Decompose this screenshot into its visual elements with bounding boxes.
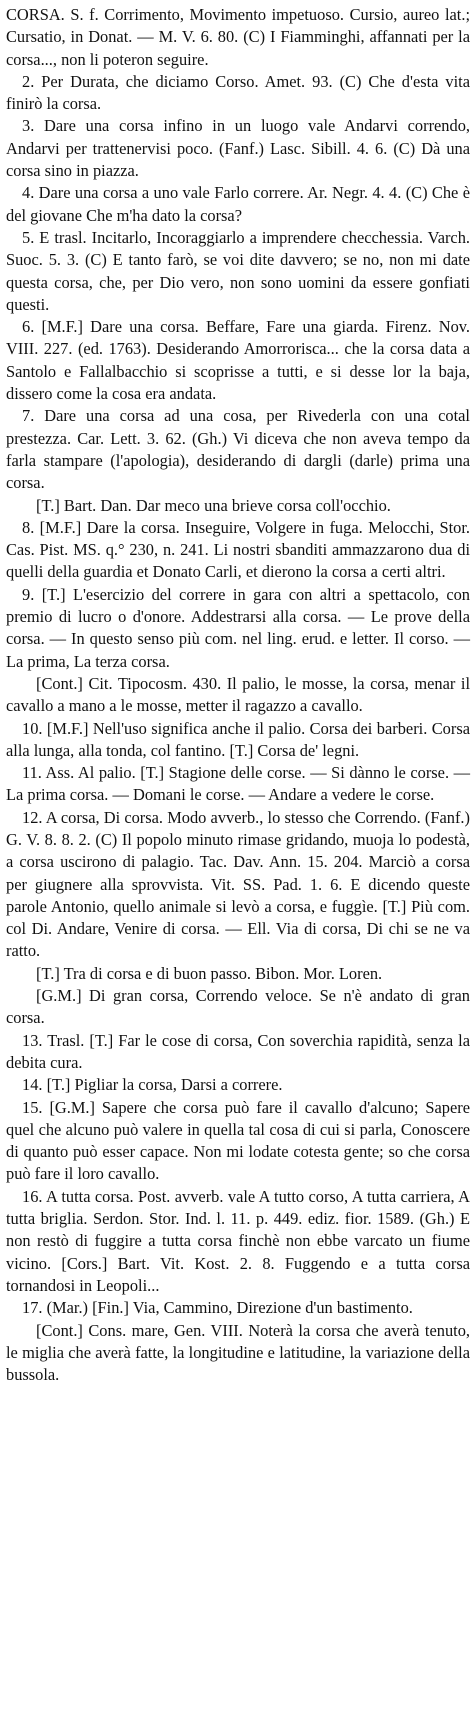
entry-sense-17-note: [Cont.] Cons. mare, Gen. VIII. Noterà la corsa che averà tenuto, le miglia che averà fatte, la longitudine e latitudine, la variazione della bussola.	[6, 1320, 470, 1385]
entry-sense-9-note: [Cont.] Cit. Tipocosm. 430. Il palio, le mosse, la corsa, menar il cavallo a mano a le mosse, metter il ragazzo a cavallo.	[6, 673, 470, 716]
entry-sense-17: 17. (Mar.) [Fin.] Via, Cammino, Direzione d'un bastimento.	[22, 1298, 413, 1318]
entry-sense-15: 15. [G.M.] Sapere che corsa può fare il cavallo d'alcuno; Sapere quel che alcuno può valere in quella tal cosa di cui si parla, Conoscere di quanto può esser capace. Non mi lodate cotesta gente; so che corsa può fare il loro cavallo.	[6, 1097, 470, 1184]
entry-sense-11: 11. Ass. Al palio. [T.] Stagione delle corse. — Si dànno le corse. — La prima corsa. — Domani le corse. — Andare a vedere le corse.	[6, 763, 470, 805]
entry-sense-4: 4. Dare una corsa a uno vale Farlo correre. Ar. Negr. 4. 4. (C) Che è del giovane Che m'ha dato la corsa?	[6, 183, 470, 225]
entry-sense-2: 2. Per Durata, che diciamo Corso. Amet. 93. (C) Che d'esta vita finirò la corsa.	[6, 71, 470, 114]
entry-sense-14: 14. [T.] Pigliar la corsa, Darsi a correre.	[22, 1075, 283, 1095]
entry-sense-12: 12. A corsa, Di corsa. Modo avverb., lo stesso che Correndo. (Fanf.) G. V. 8. 8. 2. (C) Il popolo minuto rimase gridando, muoja lo podestà, a corsa uscirono di palagio. Tac. Dav. Ann. 15. 204. Marciò a corsa per giugnere alla sprovvista. Vit. SS. Pad. 1. 6. E dicendo queste parole Antonio, quello animale si levò a corsa, e fuggìe. [T.] Più com. col Di. Andare, Venire di corsa. — Ell. Via di corsa, Di chi se ne va ratto.	[6, 807, 470, 961]
entry-sense-16: 16. A tutta corsa. Post. avverb. vale A tutto corso, A tutta carriera, A tutta briglia. Serdon. Stor. Ind. l. 11. p. 449. ediz. fior. 1589. (Gh.) E non restò di fuggire a tutta corsa finchè non ebbe varcato un fiume vicino. [Cors.] Bart. Vit. Kost. 2. 8. Fuggendo e a tutta corsa tornandosi in Leopoli...	[6, 1186, 470, 1295]
entry-headword-corsa: CORSA. S. f. Corrimento, Movimento impetuoso. Cursio, aureo lat.; Cursatio, in Donat. — M. V. 6. 80. (C) I Fiamminghi, affannati per la corsa..., non li poteron seguire.	[6, 5, 470, 69]
entry-sense-3: 3. Dare una corsa infino in un luogo vale Andarvi correndo, Andarvi per trattenervisi poco. (Fanf.) Lasc. Sibill. 4. 6. (C) Dà una corsa sino in piazza.	[6, 116, 470, 181]
entry-sense-7: 7. Dare una corsa ad una cosa, per Rivederla con una cotal prestezza. Car. Lett. 3. 62. (Gh.) Vi diceva che non aveva tempo da farla stampare (l'apologia), desiderando di dargli (darle) prima una corsa.	[6, 406, 470, 493]
entry-sense-13: 13. Trasl. [T.] Far le cose di corsa, Con soverchia rapidità, senza la debita cura.	[6, 1030, 470, 1072]
entry-sense-7-note: [T.] Bart. Dan. Dar meco una brieve corsa coll'occhio.	[36, 495, 391, 515]
entry-sense-5: 5. E trasl. Incitarlo, Incoraggiarlo a imprendere checchessia. Varch. Suoc. 5. 3. (C) E tanto farò, se voi dite davvero; se no, non mi date questa corsa, che, per Dio vero, non sono uomini da essere gonfiati questi.	[6, 227, 470, 314]
entry-sense-6: 6. [M.F.] Dare una corsa. Beffare, Fare una giarda. Firenz. Nov. VIII. 227. (ed. 1763). Desiderando Amorrorisca... che la corsa data a Santolo e Fallalbacchio si scoprisse a tutti, e si desse lor la baja, dissero come la cosa era andata.	[6, 317, 470, 404]
entry-sense-12-note-a: [T.] Tra di corsa e di buon passo. Bibon. Mor. Loren.	[36, 963, 383, 983]
entry-sense-9: 9. [T.] L'esercizio del correre in gara con altri a spettacolo, con premio di lucro o d'onore. Addestrarsi alla corsa. — Le prove della corsa. — In questo senso più com. nel ling. erud. e letter. Il corso. — La prima, La terza corsa.	[6, 584, 470, 671]
entry-sense-12-note-b: [G.M.] Di gran corsa, Correndo veloce. Se n'è andato di gran corsa.	[6, 986, 470, 1028]
entry-sense-10: 10. [M.F.] Nell'uso significa anche il palio. Corsa dei barberi. Corsa alla lunga, alla tonda, col fantino. [T.] Corsa de' legni.	[6, 718, 470, 760]
entry-sense-8: 8. [M.F.] Dare la corsa. Inseguire, Volgere in fuga. Melocchi, Stor. Cas. Pist. MS. q.° 230, n. 241. Li nostri sbanditi ammazzarono dua di quelli della guardia et Donato Carli, et dierono la corsa a certi altri.	[6, 517, 470, 582]
